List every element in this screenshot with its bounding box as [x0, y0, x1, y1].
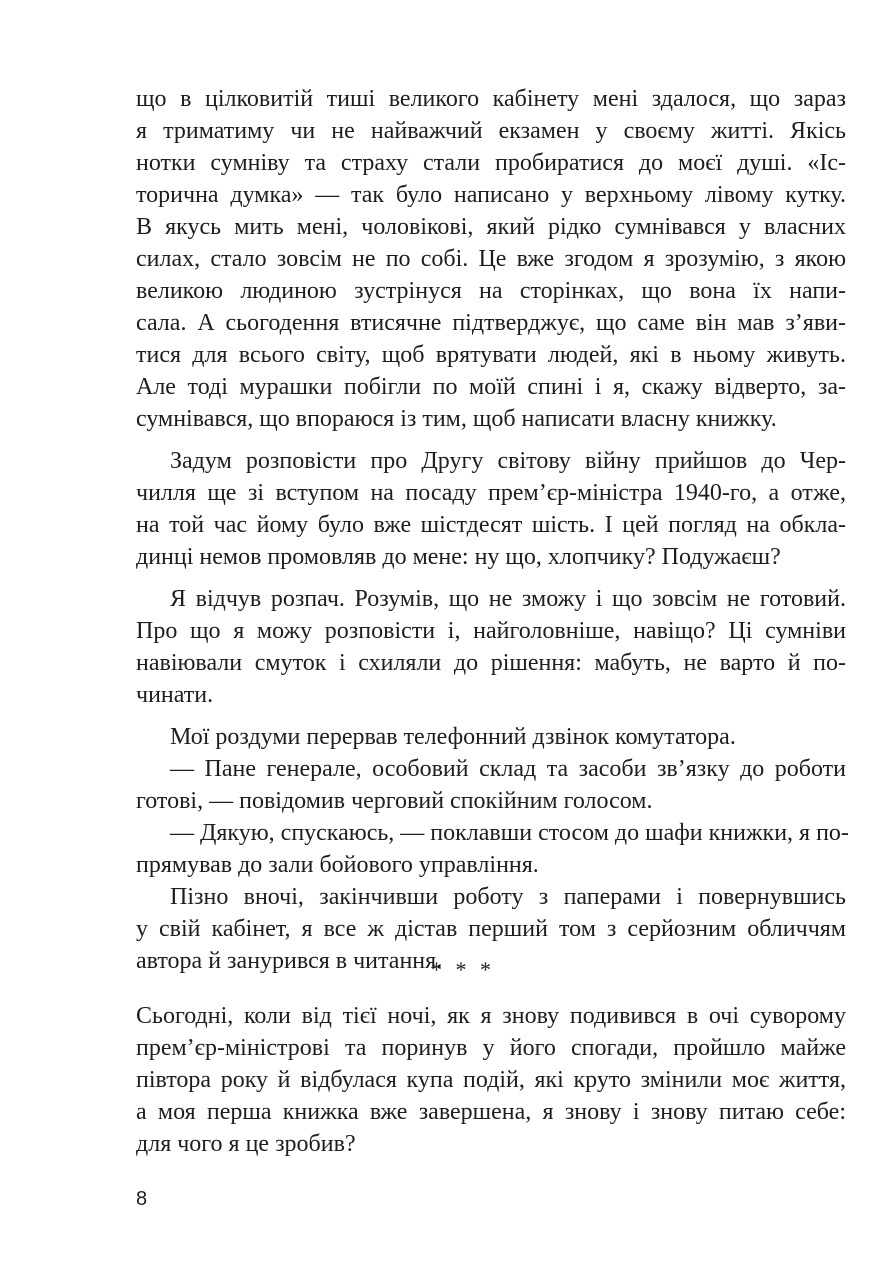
- text-line: сала. А сьогодення втисячне підтверджує, що саме він мав з’яви-: [136, 310, 846, 336]
- text-line: прем’єр-міністрові та поринув у його спогади, пройшло майже: [136, 1035, 846, 1061]
- text-line: тися для всього світу, щоб врятувати людей, які в ньому живуть.: [136, 342, 846, 368]
- text-line: Я відчув розпач. Розумів, що не зможу і що зовсім не готовий.: [170, 586, 846, 612]
- text-line: — Дякую, спускаюсь, — поклавши стосом до шафи книжки, я по-: [170, 820, 849, 846]
- text-line: півтора року й відбулася купа подій, які круто змінили моє життя,: [136, 1067, 846, 1093]
- text-line: сумнівався, що впораюся із тим, щоб написати власну книжку.: [136, 406, 777, 432]
- text-line: прямував до зали бойового управління.: [136, 852, 539, 878]
- text-line: для чого я це зробив?: [136, 1131, 356, 1157]
- text-line: чилля ще зі вступом на посаду прем’єр-міністра 1940-го, а отже,: [136, 480, 846, 506]
- text-line: автора й занурився в читання.: [136, 948, 443, 974]
- text-line: у свій кабінет, я все ж дістав перший том з серйозним обличчям: [136, 916, 846, 942]
- text-line: чинати.: [136, 682, 214, 708]
- text-line: торична думка» — так було написано у верхньому лівому кутку.: [136, 182, 846, 208]
- text-line: Сьогодні, коли від тієї ночі, як я знову подивився в очі суворому: [136, 1003, 846, 1029]
- text-line: навіювали смуток і схиляли до рішення: мабуть, не варто й по-: [136, 650, 846, 676]
- text-line: Але тоді мурашки побігли по моїй спині і я, скажу відверто, за-: [136, 374, 846, 400]
- text-line: — Пане генерале, особовий склад та засоби зв’язку до роботи: [170, 756, 846, 782]
- text-line: на той час йому було вже шістдесят шість. І цей погляд на обкла-: [136, 512, 846, 538]
- text-line: що в цілковитій тиші великого кабінету мені здалося, що зараз: [136, 86, 846, 112]
- text-line: великою людиною зустрінуся на сторінках, що вона їх напи-: [136, 278, 846, 304]
- text-line: Задум розповісти про Другу світову війну прийшов до Чер-: [170, 448, 846, 474]
- text-line: Про що я можу розповісти і, найголовніше, навіщо? Ці сумніви: [136, 618, 846, 644]
- text-line: динці немов промовляв до мене: ну що, хлопчику? Подужаєш?: [136, 544, 781, 570]
- section-separator: * * *: [431, 957, 495, 982]
- text-line: В якусь мить мені, чоловікові, який рідко сумнівався у власних: [136, 214, 846, 240]
- page-number: 8: [136, 1188, 148, 1210]
- text-line: Пізно вночі, закінчивши роботу з паперами і повернувшись: [170, 884, 846, 910]
- text-line: силах, стало зовсім не по собі. Це вже згодом я зрозумію, з якою: [136, 246, 846, 272]
- text-line: Мої роздуми перервав телефонний дзвінок комутатора.: [170, 724, 736, 750]
- text-line: я триматиму чи не найважчий екзамен у своєму житті. Якісь: [136, 118, 846, 144]
- text-line: готові, — повідомив черговий спокійним голосом.: [136, 788, 653, 814]
- text-line: нотки сумніву та страху стали пробиратися до моєї душі. «Іс-: [136, 150, 846, 176]
- text-line: а моя перша книжка вже завершена, я знову і знову питаю себе:: [136, 1099, 846, 1125]
